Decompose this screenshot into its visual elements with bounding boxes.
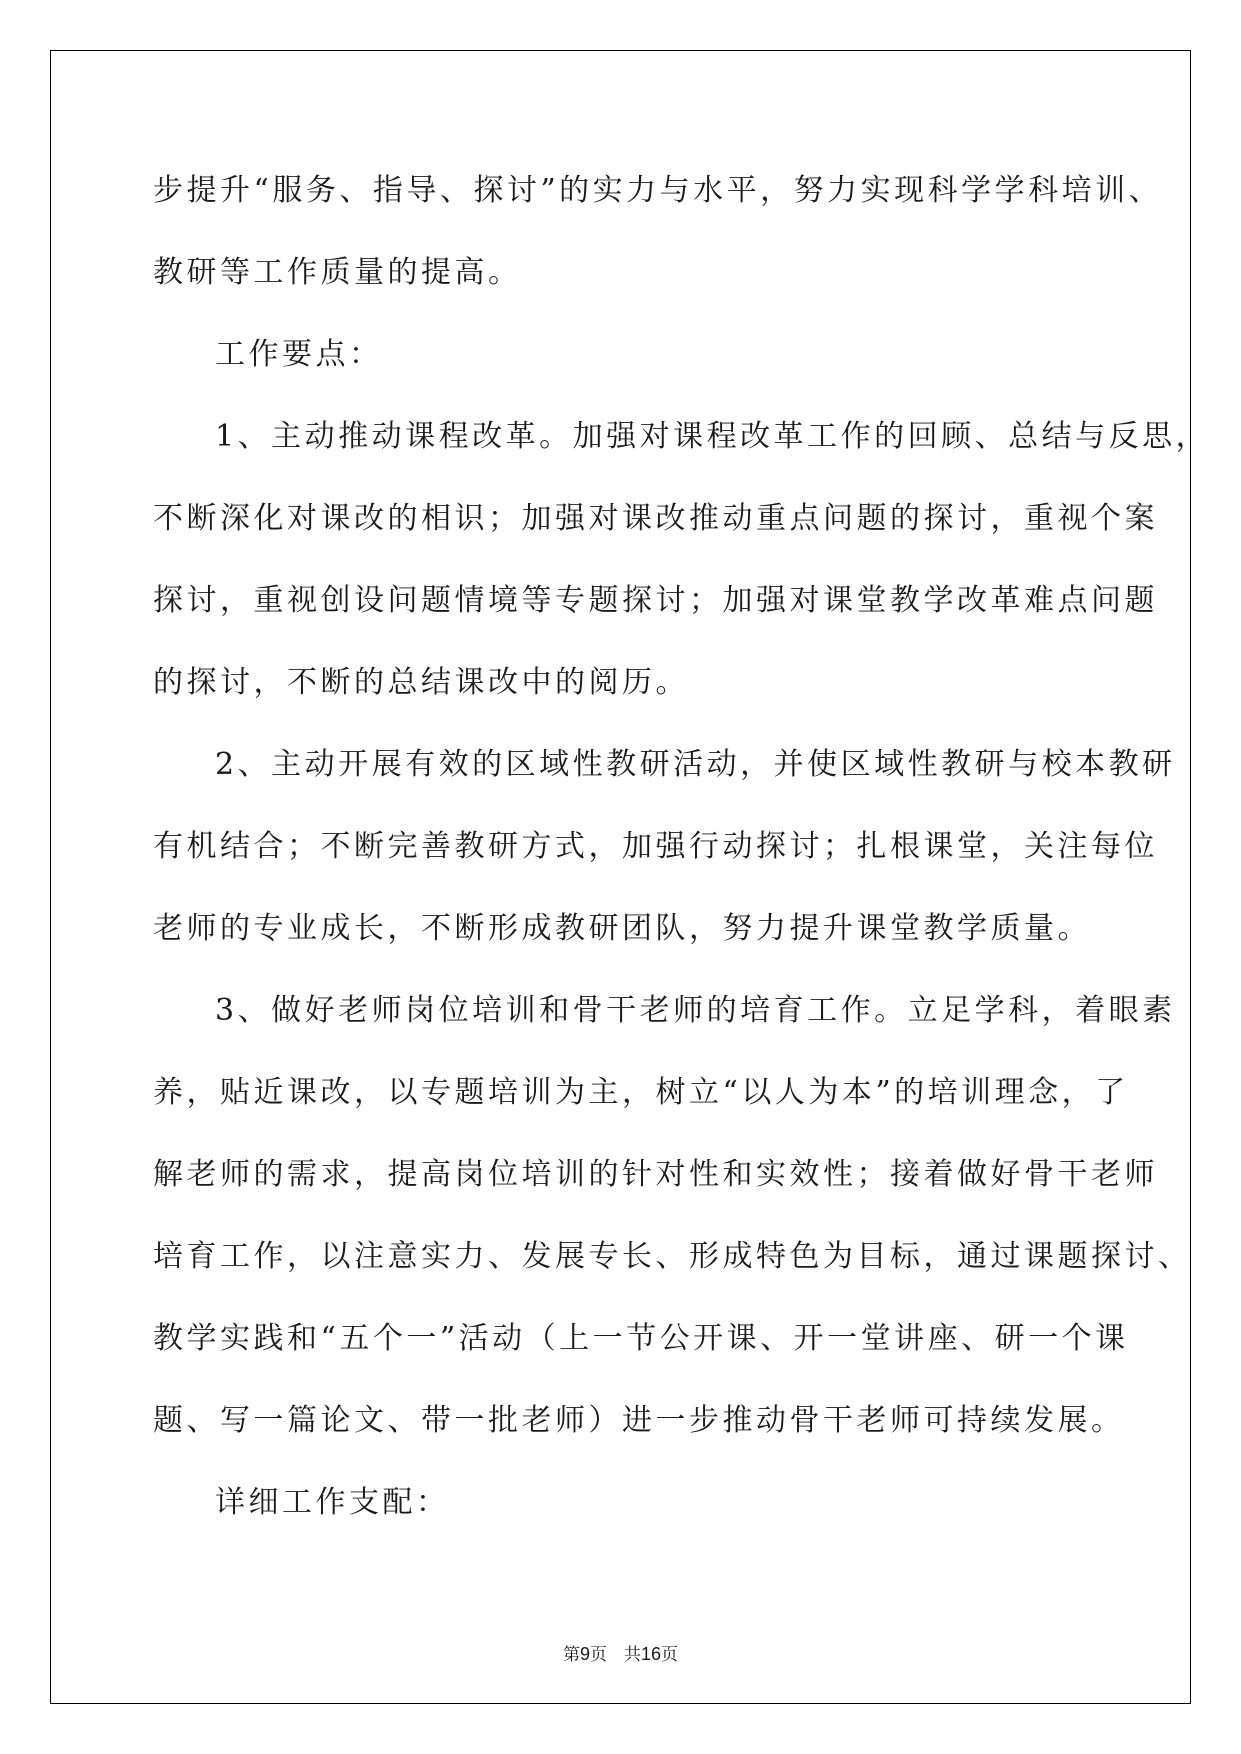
- total-page-count: 16: [640, 1644, 662, 1664]
- text-line: 步提升“服务、指导、探讨”的实力与水平，努力实现科学学科培训、: [153, 173, 1163, 208]
- footer-mid: 页 共: [589, 1645, 641, 1665]
- text-line: 探讨，重视创设问题情境等专题探讨；加强对课堂教学改革难点问题: [153, 583, 1158, 618]
- text-line: 有机结合；不断完善教研方式，加强行动探讨；扎根课堂，关注每位: [153, 829, 1158, 864]
- text-line: 养，贴近课改，以专题培训为主，树立“以人为本”的培训理念，了: [153, 1075, 1129, 1110]
- text-line: 解老师的需求，提高岗位培训的针对性和实效性；接着做好骨干老师: [153, 1157, 1158, 1192]
- document-body: [153, 150, 1210, 1544]
- text-line: 3、做好老师岗位培训和骨干老师的培育工作。立足学科，着眼素: [215, 993, 1176, 1028]
- text-line: 培育工作，以注意实力、发展专长、形成特色为目标，通过课题探讨、: [153, 1239, 1192, 1274]
- section-heading: 详细工作支配：: [215, 1485, 450, 1520]
- text-line: 教研等工作质量的提高。: [153, 255, 522, 290]
- current-page-number: 9: [579, 1644, 590, 1664]
- text-line: 不断深化对课改的相识；加强对课改推动重点问题的探讨，重视个案: [153, 501, 1158, 536]
- text-line: 1、主动推动课程改革。加强对课程改革工作的回顾、总结与反思，: [215, 419, 1210, 454]
- text-line: 2、主动开展有效的区域性教研活动，并使区域性教研与校本教研: [215, 747, 1176, 782]
- text-line: 教学实践和“五个一”活动（上一节公开课、开一堂讲座、研一个课: [153, 1321, 1129, 1356]
- footer-suffix: 页: [661, 1645, 679, 1665]
- text-line: 的探讨，不断的总结课改中的阅历。: [153, 665, 689, 700]
- text-line: 老师的专业成长，不断形成教研团队，努力提升课堂教学质量。: [153, 911, 1091, 946]
- footer-prefix: 第: [562, 1645, 580, 1665]
- text-line: 题、写一篇论文、带一批老师）进一步推动骨干老师可持续发展。: [153, 1403, 1125, 1438]
- section-heading: 工作要点：: [215, 337, 383, 372]
- page-footer: [0, 1640, 1241, 1665]
